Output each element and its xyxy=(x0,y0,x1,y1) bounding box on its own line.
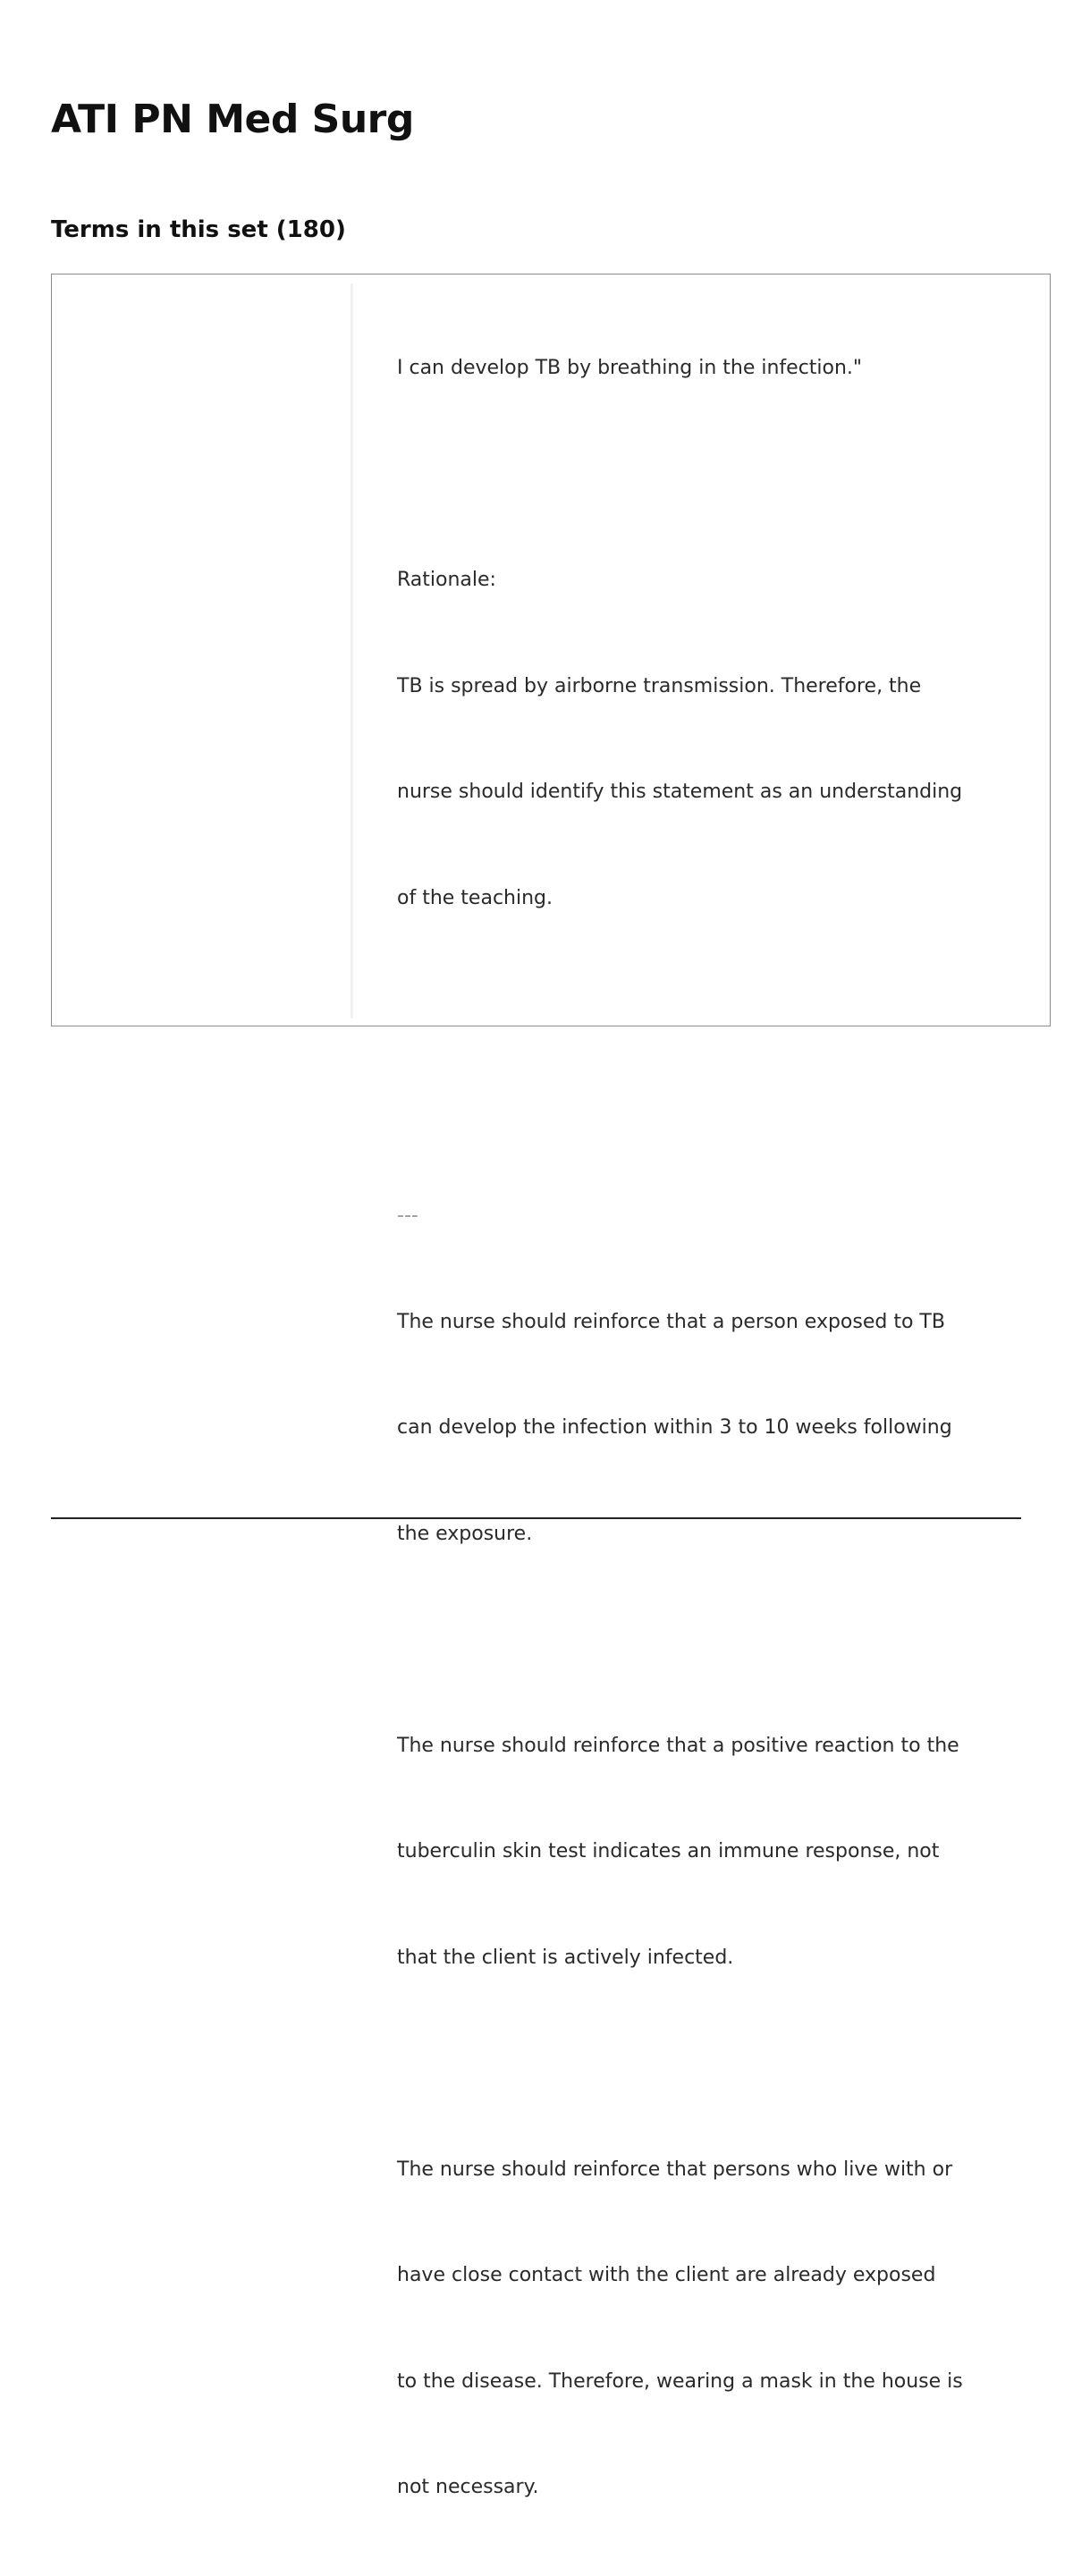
definition-line: The nurse should reinforce that a positive reaction to the xyxy=(397,1734,959,1757)
card-divider xyxy=(351,283,353,1018)
flashcard xyxy=(51,274,1051,2498)
definition-line: can develop the infection within 3 to 10 weeks following xyxy=(397,1416,952,1439)
definition-line: The nurse should reinforce that a person exposed to TB xyxy=(397,1310,945,1333)
definition-line xyxy=(397,1622,969,1658)
definition-line: The nurse should reinforce that persons who live with or xyxy=(397,2158,953,2181)
definition-line: tuberculin skin test indicates an immune response, not xyxy=(397,1840,940,1862)
definition-line: nurse should identify this statement as an understanding xyxy=(397,781,963,803)
definition-line xyxy=(397,986,969,1022)
definition-line xyxy=(397,457,969,493)
definition-separator: --- xyxy=(397,1204,418,1227)
definition-line: have close contact with the client are already exposed xyxy=(397,2264,936,2286)
definition-line xyxy=(397,1093,969,1128)
definition-line: the exposure. xyxy=(397,1522,533,1545)
definition-line xyxy=(397,2046,969,2082)
definition-line: not necessary. xyxy=(397,2476,539,2498)
definition-line: to the disease. Therefore, wearing a mask in the house is xyxy=(397,2369,963,2393)
card-definition xyxy=(397,280,969,2576)
definition-line: I can develop TB by breathing in the infection." xyxy=(397,357,863,379)
definition-line: that the client is actively infected. xyxy=(397,1946,734,1969)
terms-count-heading: Terms in this set (180) xyxy=(51,216,346,243)
definition-line: of the teaching. xyxy=(397,886,553,909)
definition-line: Rationale: xyxy=(397,569,496,591)
definition-line: TB is spread by airborne transmission. Therefore, the xyxy=(397,674,922,697)
page-title: ATI PN Med Surg xyxy=(51,97,414,142)
footer-divider xyxy=(51,1517,1021,1519)
